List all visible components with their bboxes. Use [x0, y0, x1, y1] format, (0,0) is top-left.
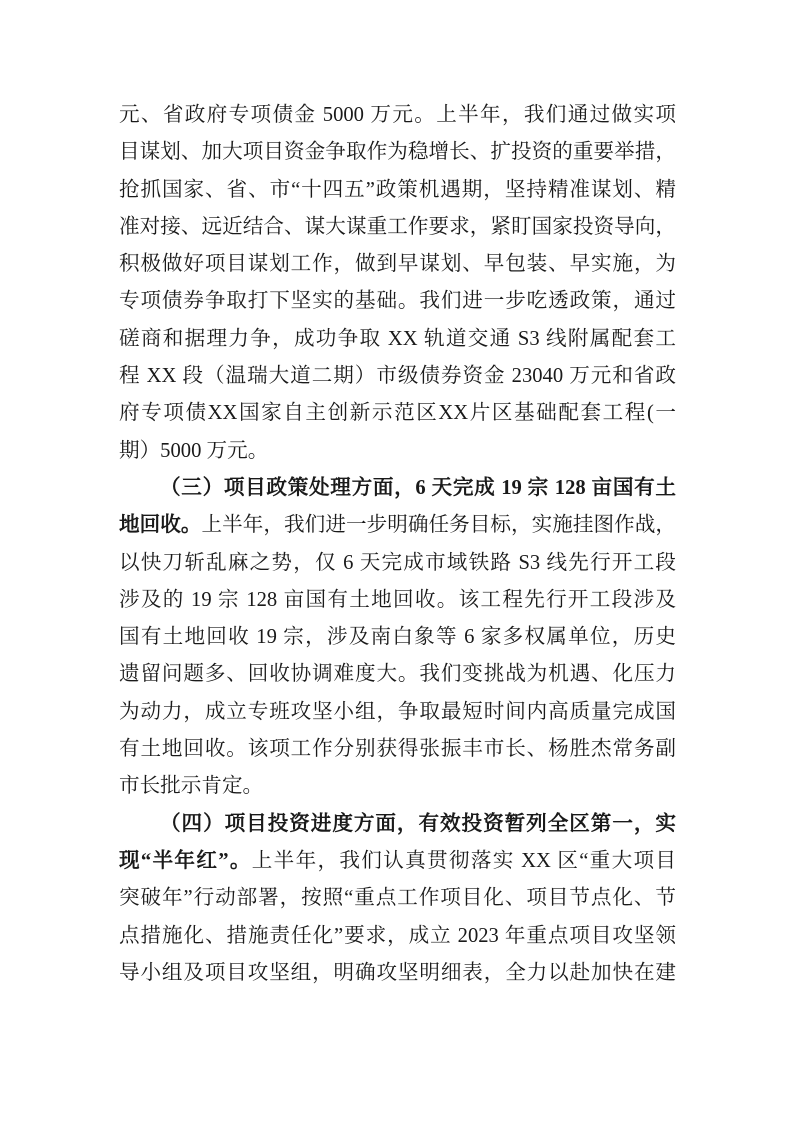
text-line [119, 246, 676, 283]
bold-text-run: （四）项目投资进度方面，有效投资暂列全区第一，实 [160, 812, 676, 835]
text-run: 涉及的 19 宗 128 亩国有土地回收。该工程先行开工段涉及 [119, 588, 676, 611]
text-line [119, 172, 676, 209]
bold-text-run: 现“半年红”。 [119, 849, 252, 872]
text-line [119, 768, 676, 805]
text-run: 有土地回收。该项工作分别获得张振丰市长、杨胜杰常务副 [119, 738, 676, 761]
text-line [119, 395, 676, 432]
text-run: 突破年”行动部署，按照“重点工作项目化、项目节点化、节 [119, 887, 676, 910]
text-run: 点措施化、措施责任化”要求，成立 2023 年重点项目攻坚领 [119, 924, 676, 947]
text-line [119, 507, 676, 544]
text-run: 导小组及项目攻坚组，明确攻坚明细表，全力以赴加快在建 [119, 961, 676, 984]
text-line [119, 209, 676, 246]
text-line [119, 470, 676, 507]
text-line [119, 843, 676, 880]
text-line [119, 806, 676, 843]
text-line [119, 694, 676, 731]
text-run: 上半年，我们进一步明确任务目标，实施挂图作战， [201, 514, 676, 537]
text-run: 积极做好项目谋划工作，做到早谋划、早包装、早实施，为 [119, 253, 676, 276]
text-line [119, 918, 676, 955]
bold-text-run: （三）项目政策处理方面，6 天完成 19 宗 128 亩国有土 [160, 476, 676, 499]
paragraph-section-3-policy-processing [119, 470, 676, 806]
text-line [119, 955, 676, 992]
text-line [119, 656, 676, 693]
text-line [119, 134, 676, 171]
text-run: 以快刀斩乱麻之势，仅 6 天完成市域铁路 S3 线先行开工段 [119, 551, 676, 574]
text-line [119, 731, 676, 768]
text-run: 抢抓国家、省、市“十四五”政策机遇期，坚持精准谋划、精 [119, 178, 676, 201]
text-line [119, 880, 676, 917]
text-run: 国有土地回收 19 宗，涉及南白象等 6 家多权属单位，历史 [119, 626, 676, 649]
bold-text-run: 地回收。 [119, 514, 202, 537]
text-run: 专项债券争取打下坚实的基础。我们进一步吃透政策，通过 [119, 290, 676, 313]
document-content [119, 97, 676, 992]
text-run: 遗留问题多、回收协调难度大。我们变挑战为机遇、化压力 [119, 663, 676, 686]
text-line [119, 433, 676, 470]
text-run: 元、省政府专项债金 5000 万元。上半年，我们通过做实项 [119, 104, 676, 126]
text-line [119, 619, 676, 656]
text-line [119, 545, 676, 582]
text-line [119, 582, 676, 619]
text-run: 府专项债XX国家自主创新示范区XX片区基础配套工程(一 [119, 402, 676, 425]
text-run: 准对接、远近结合、谋大谋重工作要求，紧盯国家投资导向， [119, 215, 676, 238]
text-line [119, 97, 676, 134]
text-line [119, 321, 676, 358]
text-run: 市长批示肯定。 [119, 775, 264, 798]
text-line [119, 358, 676, 395]
text-run: 目谋划、加大项目资金争取作为稳增长、扩投资的重要举措， [119, 141, 676, 164]
paragraph-funding-continuation [119, 97, 676, 470]
paragraph-section-4-investment-progress [119, 806, 676, 992]
text-run: 程 XX 段（温瑞大道二期）市级债券资金 23040 万元和省政 [119, 365, 676, 388]
text-run: 期）5000 万元。 [119, 439, 269, 462]
text-run: 磋商和据理力争，成功争取 XX 轨道交通 S3 线附属配套工 [119, 327, 676, 350]
text-run: 为动力，成立专班攻坚小组，争取最短时间内高质量完成国 [119, 700, 676, 723]
text-line [119, 283, 676, 320]
text-run: 上半年，我们认真贯彻落实 XX 区“重大项目 [251, 849, 676, 872]
